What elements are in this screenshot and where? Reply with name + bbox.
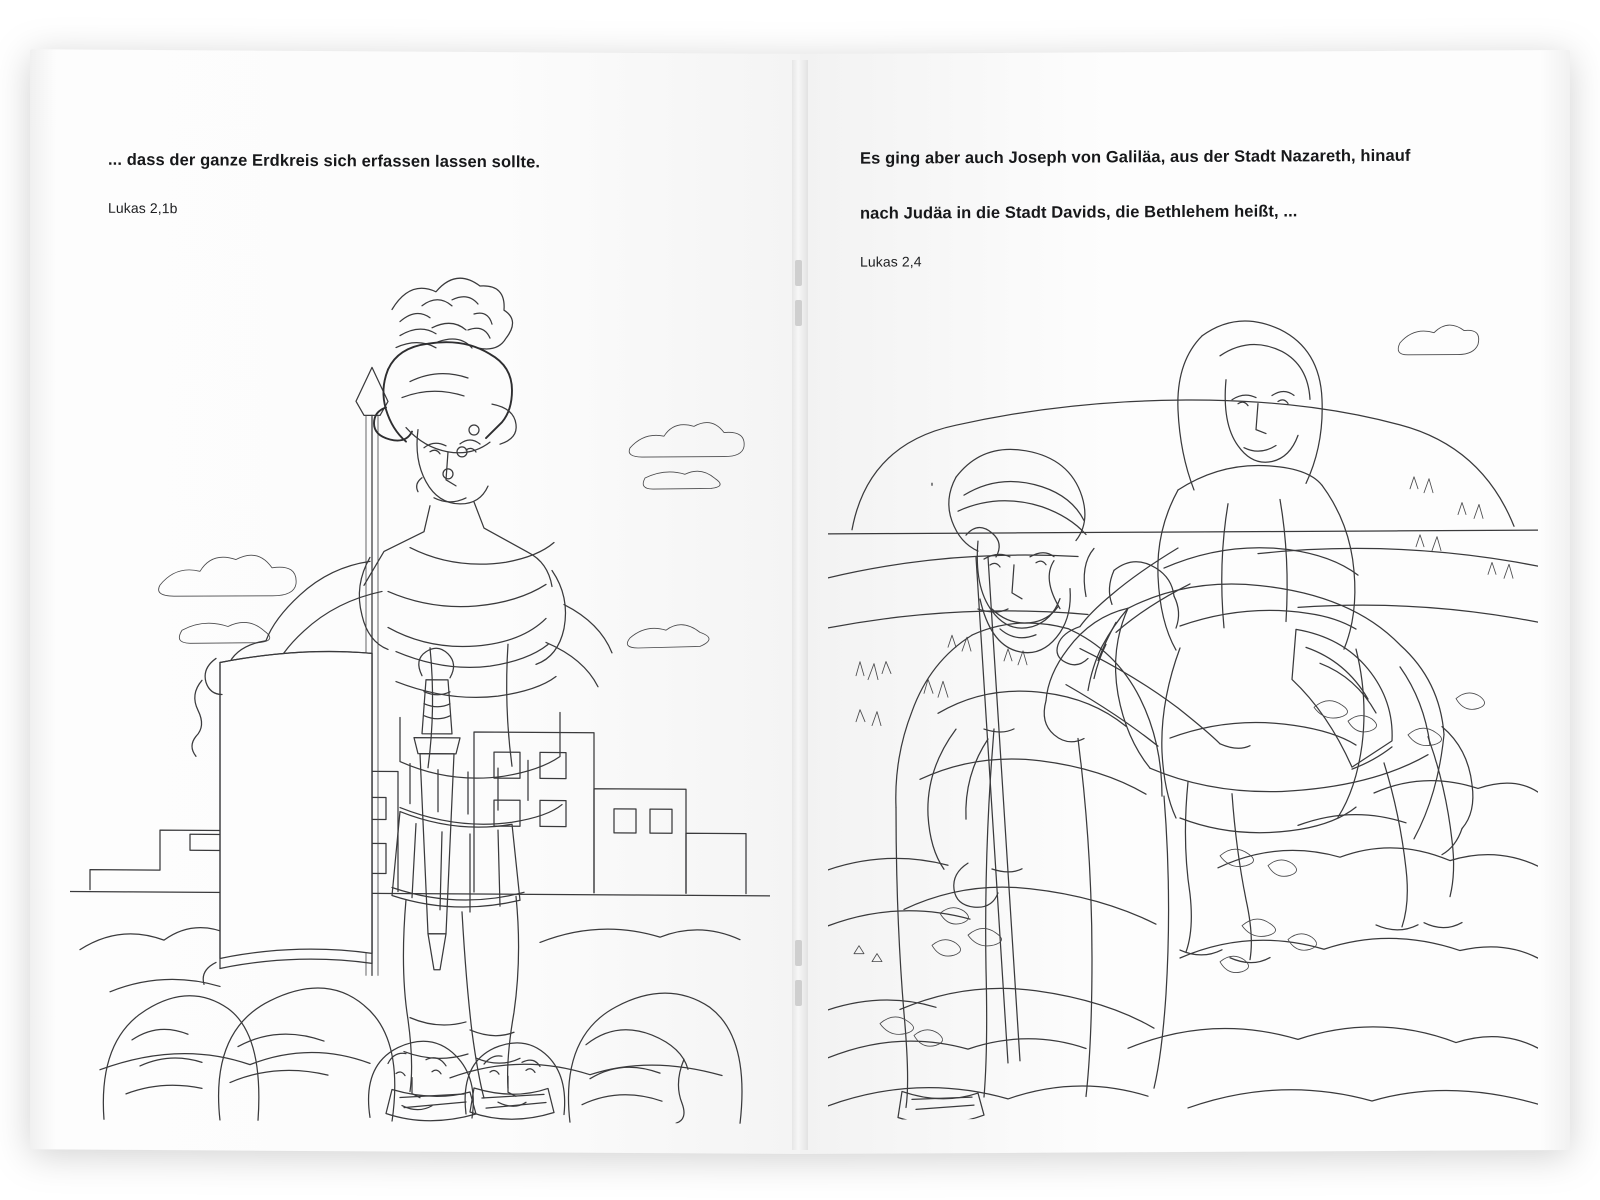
left-page-verse: ... dass der ganze Erdkreis sich erfassen lassen sollte. [108,150,541,172]
staple [795,980,802,1006]
staple [795,300,802,326]
right-page-verse-line-2: nach Judäa in die Stadt Davids, die Bethlehem heißt, ... [860,202,1298,223]
right-page-verse-line-1: Es ging aber auch Joseph von Galiläa, aus der Stadt Nazareth, hinauf [860,146,1411,168]
staple [795,940,802,966]
left-page-reference: Lukas 2,1b [108,199,178,217]
right-page-reference: Lukas 2,4 [860,253,922,270]
staple [795,260,802,286]
roman-soldier-illustration [70,250,770,1124]
mary-donkey-joseph-illustration [828,306,1538,1120]
left-page [30,49,800,1154]
right-page [800,50,1570,1154]
